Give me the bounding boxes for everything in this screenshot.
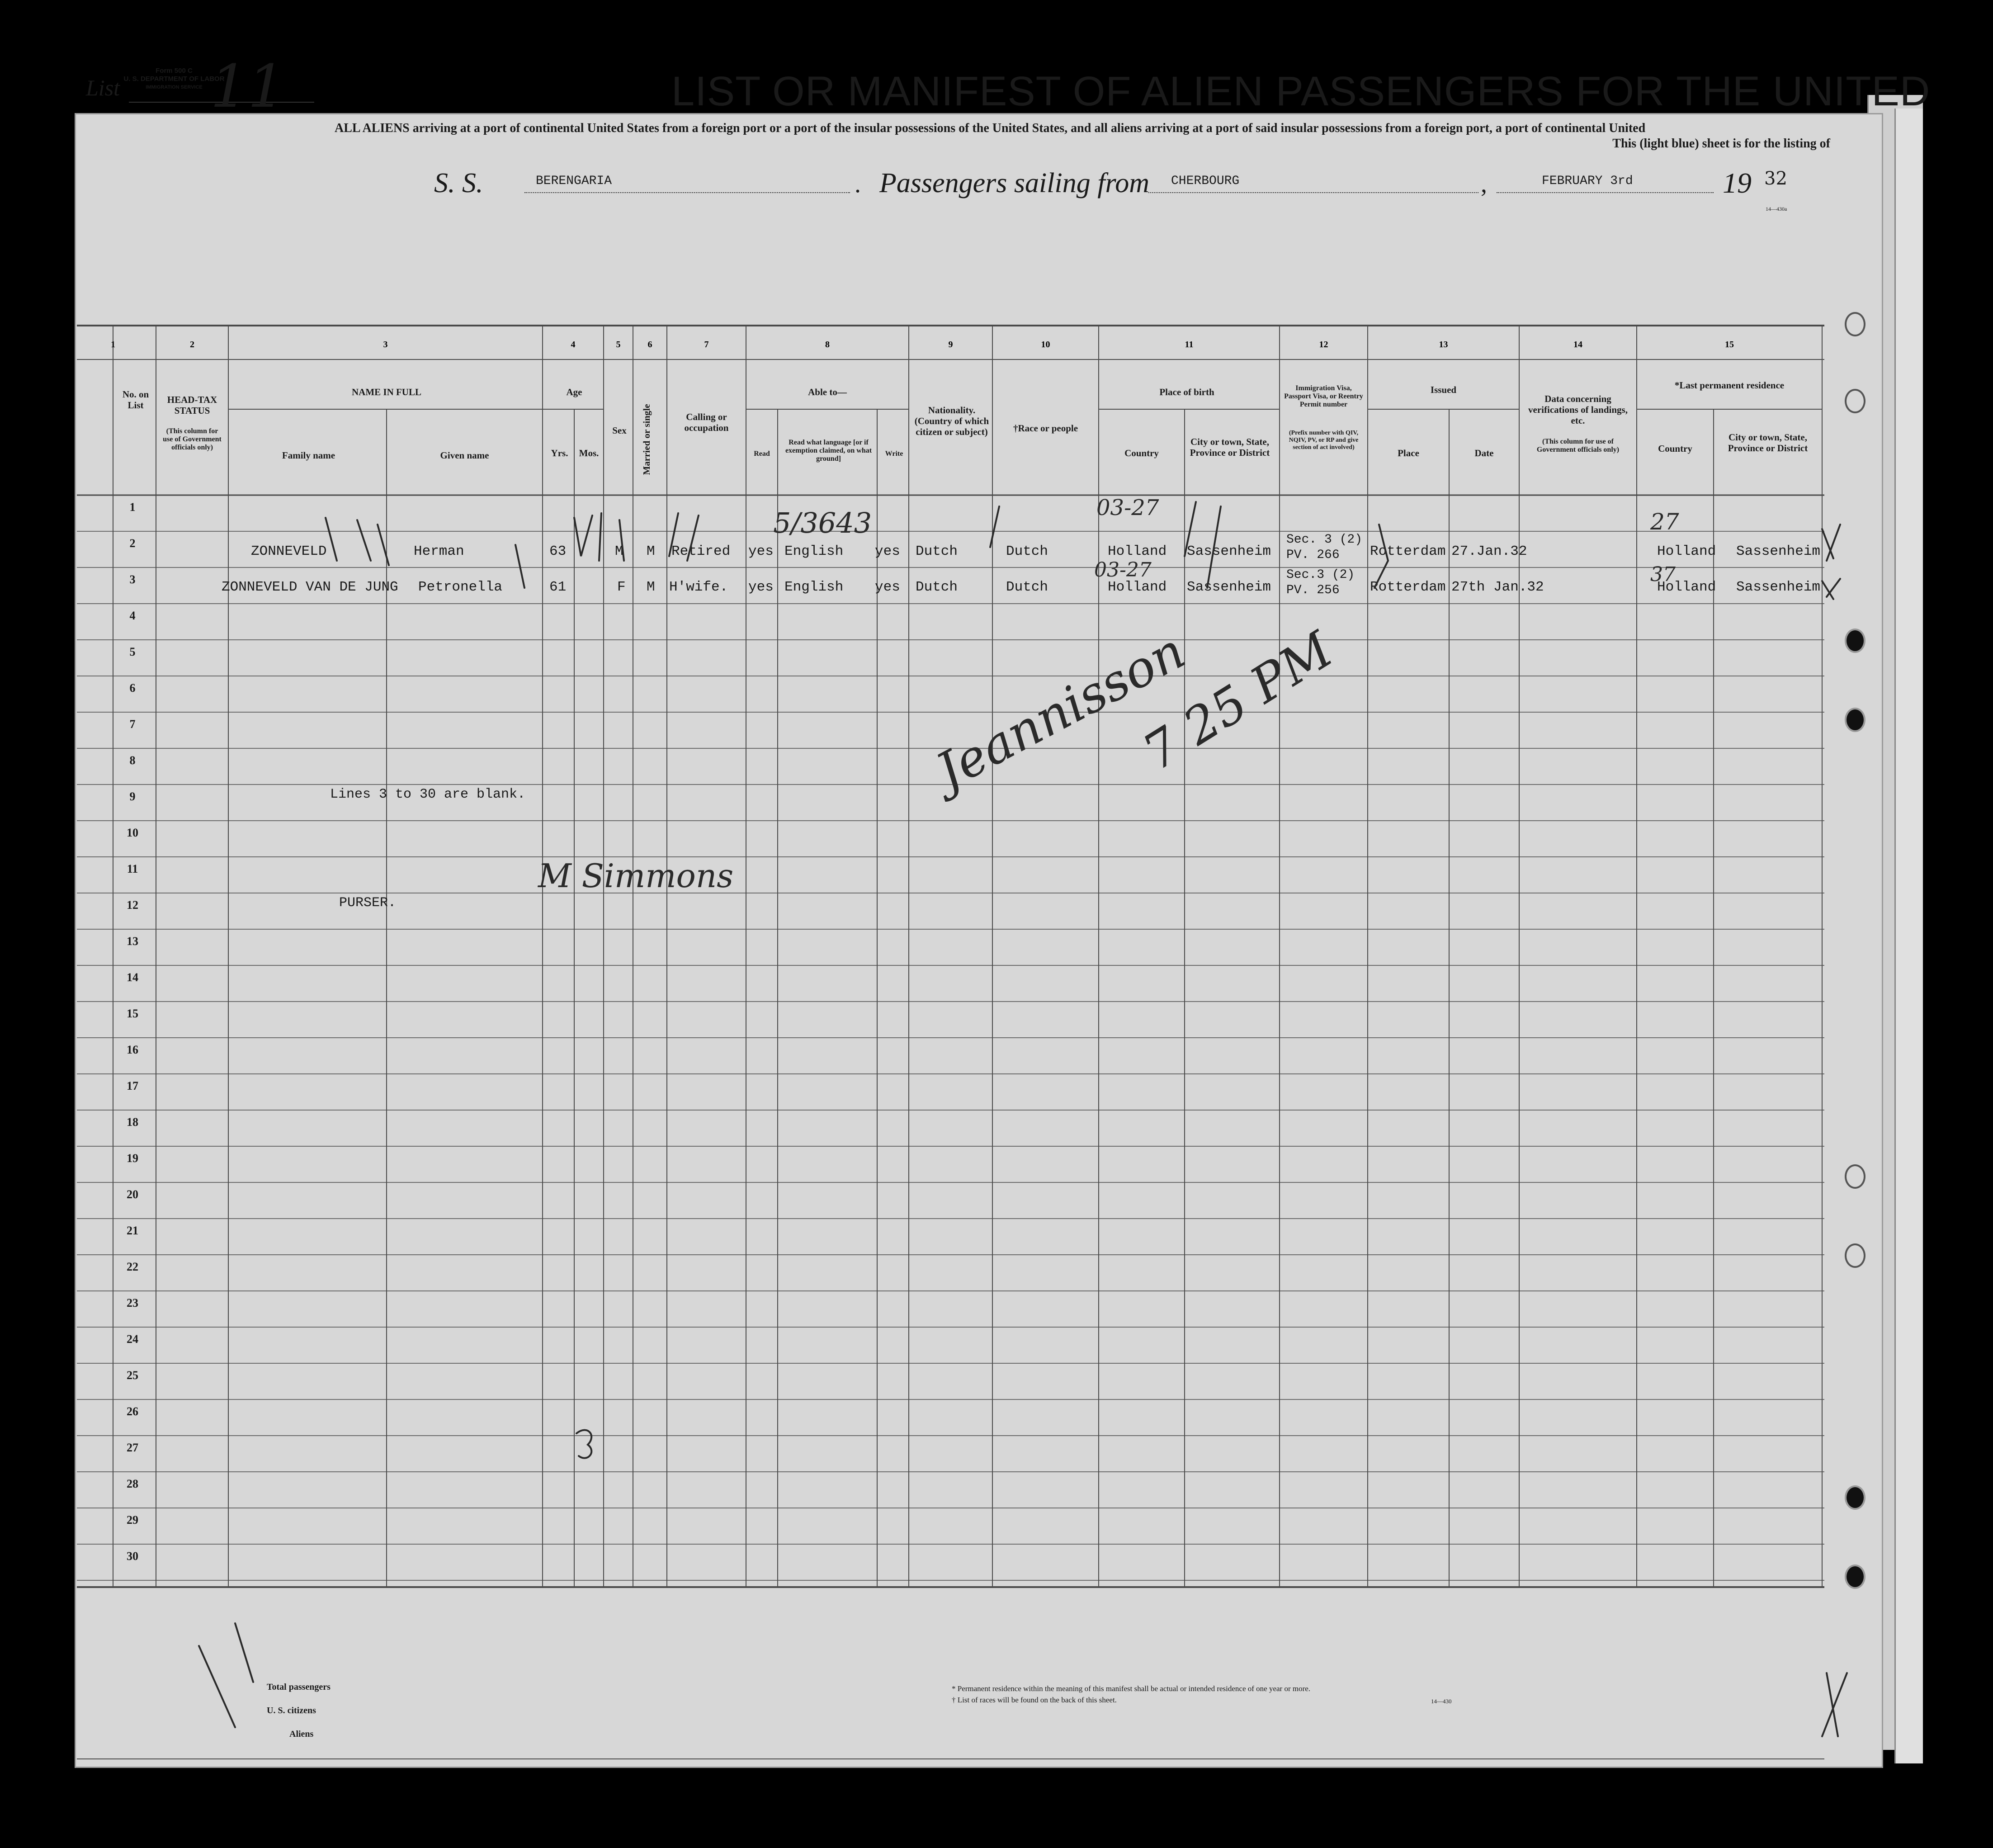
header-residence-city: City or town, State, Province or District: [1728, 432, 1808, 454]
blank-lines-note: Lines 3 to 30 are blank.: [330, 787, 526, 802]
row2-write: yes: [875, 579, 900, 595]
header-head-tax: HEAD-TAX STATUS: [167, 394, 217, 416]
row1-language: English: [784, 544, 844, 559]
header-issue-place: Place: [1398, 448, 1419, 458]
header-years: Yrs.: [551, 448, 568, 458]
column-number: 7: [704, 340, 709, 350]
subtitle-line-1: ALL ALIENS arriving at a port of continental United States from a foreign port or a port of the insular possessions of the United States, and all aliens arriving at a port of said insular possessions from a foreign port, a port of continental United: [335, 121, 1646, 135]
ss-label: S. S.: [434, 168, 483, 199]
row1-family-name: ZONNEVELD: [251, 544, 327, 559]
row1-given-name: Herman: [414, 544, 464, 559]
header-name-in-full: NAME IN FULL: [351, 387, 421, 397]
row-number: 27: [127, 1441, 138, 1454]
punch-hole: [1845, 312, 1865, 336]
column-number: 6: [647, 340, 652, 350]
row-number: 14: [127, 971, 138, 984]
birth-code-1: 03-27: [1096, 495, 1159, 520]
year-suffix: 32: [1764, 168, 1787, 189]
column-number: 8: [825, 340, 830, 350]
row-number: 17: [127, 1079, 138, 1092]
punch-hole: [1845, 708, 1865, 732]
residence-code-1: 27: [1650, 509, 1679, 535]
row2-given-name: Petronella: [418, 579, 503, 595]
row2-issue-date: 27th Jan.32: [1451, 579, 1544, 595]
header-race: †Race or people: [1013, 423, 1078, 434]
header-birth-country: Country: [1124, 448, 1159, 458]
row-number: 29: [127, 1513, 138, 1527]
footer-form-code: 14—430: [1431, 1698, 1452, 1705]
header-age: Age: [566, 387, 582, 397]
row2-sex: F: [617, 579, 626, 595]
row2-language: English: [784, 579, 844, 595]
form-number: Form 500 C: [156, 67, 193, 75]
residence-footnote: * Permanent residence within the meaning of this manifest shall be actual or intended residence of one year or more.: [952, 1684, 1311, 1693]
header-write: Write: [885, 450, 903, 458]
punch-hole: [1845, 629, 1865, 653]
row2-visa-section: Sec.3 (2): [1286, 568, 1355, 582]
row2-marital: M: [647, 579, 655, 595]
row-number: 25: [127, 1369, 138, 1382]
header-no-on-list: No. on List: [122, 389, 149, 411]
column-number: 11: [1185, 340, 1194, 350]
header-residence-country: Country: [1658, 443, 1692, 454]
handwritten-number: 5/3643: [773, 506, 872, 539]
row1-issue-place: Rotterdam: [1370, 544, 1446, 559]
row1-write: yes: [875, 544, 900, 559]
row-number: 15: [127, 1007, 138, 1020]
clerk-time: 7 25 PM: [1133, 620, 1343, 782]
row-number: 2: [129, 537, 136, 550]
row-number: 30: [127, 1550, 138, 1563]
row-number: 1: [129, 501, 136, 514]
column-number: 9: [948, 340, 953, 350]
list-label: List: [86, 75, 120, 100]
header-family-name: Family name: [282, 450, 335, 461]
row-number: 16: [127, 1043, 138, 1056]
header-calling: Calling or occupation: [684, 411, 729, 433]
header-place-of-birth: Place of birth: [1159, 387, 1214, 397]
header-verifications: Data concerning verifications of landings, etc.: [1528, 393, 1628, 426]
row1-birth-city: Sassenheim: [1187, 544, 1271, 559]
row1-race: Dutch: [1006, 544, 1048, 559]
header-verifications-note: (This column for use of Government officials only): [1536, 438, 1620, 454]
total-passengers-label: Total passengers: [267, 1682, 331, 1692]
year-prefix: 19: [1723, 167, 1752, 199]
row-number: 19: [127, 1152, 138, 1165]
row-number: 28: [127, 1477, 138, 1490]
row-number: 3: [129, 573, 136, 586]
header-read: Read: [754, 450, 770, 458]
subtitle-line-2: This (light blue) sheet is for the listing of: [1612, 137, 1830, 151]
punch-hole: [1845, 1164, 1865, 1189]
column-number: 15: [1725, 340, 1734, 350]
row1-marital: M: [647, 544, 655, 559]
row1-read: yes: [748, 544, 774, 559]
race-footnote: † List of races will be found on the back of this sheet.: [952, 1696, 1117, 1704]
row2-residence-city: Sassenheim: [1736, 579, 1821, 595]
column-number: 4: [571, 340, 576, 350]
row2-read: yes: [748, 579, 774, 595]
header-birth-city: City or town, State, Province or District: [1190, 436, 1270, 458]
row2-issue-place: Rotterdam: [1370, 579, 1446, 595]
row2-residence-country: Holland: [1657, 579, 1716, 595]
row2-nationality: Dutch: [916, 579, 958, 595]
header-visa: Immigration Visa, Passport Visa, or Reentry Permit number: [1284, 384, 1363, 408]
header-last-residence: *Last permanent residence: [1674, 380, 1785, 391]
row-number: 12: [127, 898, 138, 912]
row-number: 20: [127, 1188, 138, 1201]
purser-signature: M Simmons: [538, 857, 734, 895]
header-read-language: Read what language [or if exemption claimed, on what ground]: [785, 439, 872, 463]
row1-birth-country: Holland: [1108, 544, 1167, 559]
row1-nationality: Dutch: [916, 544, 958, 559]
row-number: 18: [127, 1115, 138, 1129]
row1-sex: M: [615, 544, 623, 559]
column-number: 10: [1041, 340, 1050, 350]
row-number: 6: [129, 681, 136, 695]
row2-birth-country: Holland: [1108, 579, 1167, 595]
header-head-tax-note: (This column for use of Government officials only): [163, 427, 222, 451]
row1-residence-city: Sassenheim: [1736, 544, 1821, 559]
column-number: 5: [616, 340, 621, 350]
header-married: Married or single: [641, 404, 652, 475]
row1-age-years: 63: [549, 544, 567, 559]
ship-name: BERENGARIA: [536, 174, 612, 188]
purser-label: PURSER.: [339, 895, 397, 911]
row-number: 24: [127, 1333, 138, 1346]
header-issue-date: Date: [1474, 448, 1494, 458]
column-number: 13: [1439, 340, 1448, 350]
clerk-signature: Jeannisson: [926, 622, 1195, 801]
form-code: 14—430a: [1766, 206, 1787, 212]
row2-occupation: H'wife.: [669, 579, 728, 595]
aliens-label: Aliens: [289, 1729, 314, 1739]
row-number: 4: [129, 609, 136, 622]
row2-visa-number: PV. 256: [1286, 583, 1340, 597]
row-number: 13: [127, 935, 138, 948]
punch-hole: [1845, 389, 1865, 413]
row2-birth-city: Sassenheim: [1187, 579, 1271, 595]
manifest-title: LIST OR MANIFEST OF ALIEN PASSENGERS FOR THE UNITED: [671, 68, 1931, 114]
row-number: 22: [127, 1260, 138, 1273]
row2-race: Dutch: [1006, 579, 1048, 595]
row-number: 23: [127, 1296, 138, 1309]
sailing-date: FEBRUARY 3rd: [1542, 174, 1633, 188]
passengers-label: Passengers sailing from: [879, 168, 1150, 199]
row1-residence-country: Holland: [1657, 544, 1716, 559]
row2-family-name: ZONNEVELD VAN DE JUNG: [222, 579, 398, 595]
row1-occupation: Retired: [671, 544, 731, 559]
column-number: 1: [111, 340, 115, 350]
row-number: 8: [129, 754, 136, 767]
row-number: 5: [129, 645, 136, 658]
list-number: 11: [210, 52, 285, 121]
row-number: 11: [127, 862, 138, 875]
punch-hole: [1845, 1564, 1865, 1589]
column-number: 3: [383, 340, 388, 350]
header-visa-note: (Prefix number with QIV, NQIV, PV, or RP and give section of act involved): [1289, 430, 1359, 451]
punch-hole: [1845, 1485, 1865, 1510]
header-sex: Sex: [612, 425, 627, 436]
department-name: U. S. DEPARTMENT OF LABOR: [123, 75, 225, 83]
row1-visa-number: PV. 266: [1286, 548, 1340, 562]
birth-code-2: 03-27: [1094, 558, 1152, 581]
comma: ,: [1481, 170, 1487, 198]
residence-code-2: 37: [1650, 563, 1676, 586]
row1-visa-section: Sec. 3 (2): [1286, 533, 1363, 547]
header-able-to: Able to—: [808, 387, 847, 397]
row2-age-years: 61: [549, 579, 567, 595]
comma: .: [855, 170, 861, 198]
row-number: 26: [127, 1405, 138, 1418]
header-given-name: Given name: [440, 450, 489, 461]
row-number: 9: [129, 790, 136, 803]
row-number: 21: [127, 1224, 138, 1237]
column-number: 2: [190, 340, 194, 350]
row1-issue-date: 27.Jan.32: [1451, 544, 1527, 559]
punch-hole: [1845, 1243, 1865, 1268]
row-number: 10: [127, 826, 138, 839]
column-number: 12: [1319, 340, 1328, 350]
header-months: Mos.: [579, 448, 599, 458]
us-citizens-label: U. S. citizens: [267, 1706, 316, 1716]
departure-port: CHERBOURG: [1171, 174, 1240, 188]
header-issued: Issued: [1430, 384, 1457, 395]
row-number: 7: [129, 718, 136, 731]
column-number: 14: [1573, 340, 1582, 350]
service-name: IMMIGRATION SERVICE: [146, 85, 203, 90]
header-nationality: Nationality. (Country of which citizen or subject): [914, 405, 989, 437]
